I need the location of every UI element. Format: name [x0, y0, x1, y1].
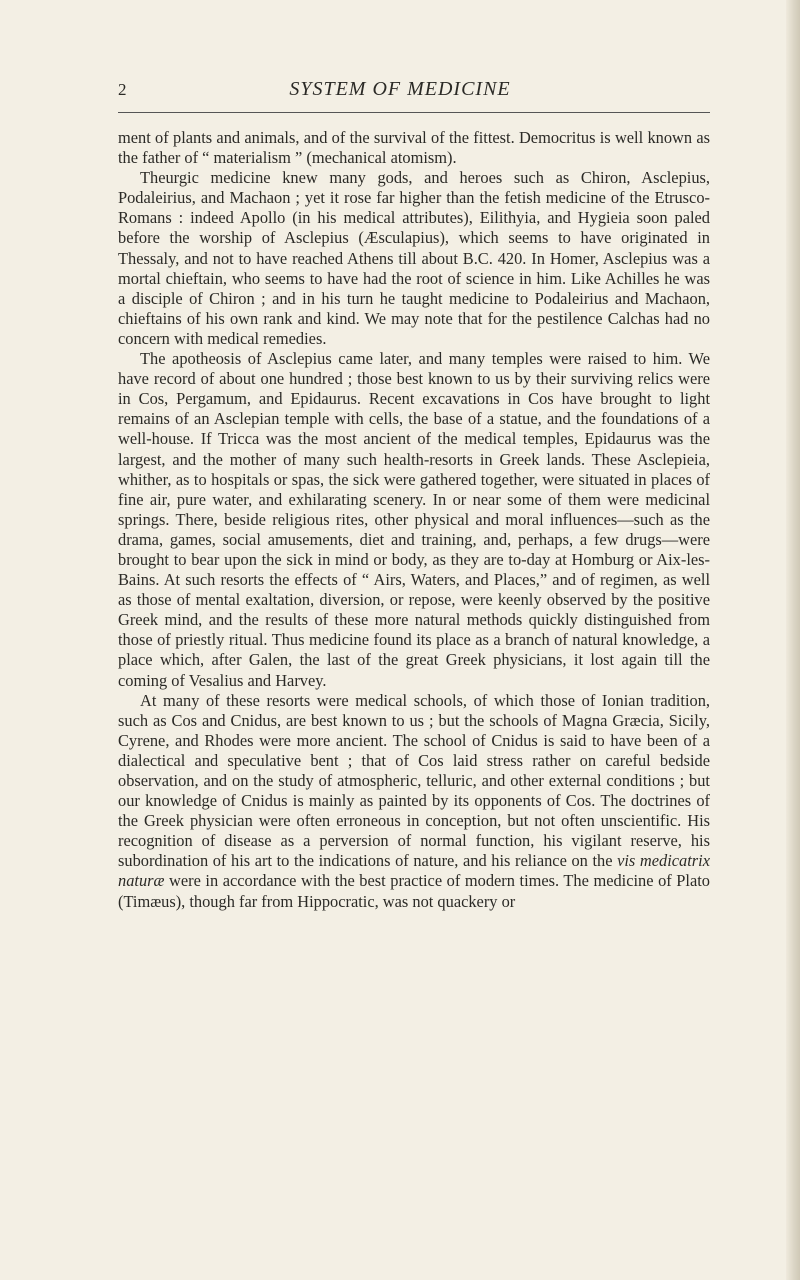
paragraph: Theurgic medicine knew many gods, and heroes such as Chiron, Asclepius, Podaleirius, and Machaon ; yet it rose far higher than the fetish medicine of the Etrusco-Romans : indeed Apollo (in his medical attributes), Eilithyia, and Hygieia soon paled before the worship of Asclepius (Æsculapius), which seems to have originated in Thessaly, and not to have reached Athens till about B.C. 420. In Homer, Asclepius was a mortal chieftain, who seems to have had the root of science in him. Like Achilles he was a disciple of Chiron ; and in his turn he taught medicine to Podaleirius and Machaon, chieftains of his own rank and kind. We may note that for the pestilence Calchas had no concern with medical remedies. — [118, 168, 710, 348]
page-edge-shadow — [786, 0, 800, 1280]
latin-phrase: vis medicatrix naturæ — [118, 851, 710, 891]
running-title: SYSTEM OF MEDICINE — [289, 78, 511, 100]
page-number: 2 — [118, 80, 127, 99]
paragraph: The apotheosis of Asclepius came later, and many temples were raised to him. We have record of about one hundred ; those best known to us by their surviving relics were in Cos, Pergamum, and Epidaurus. Recent excavations in Cos have brought to light remains of an Asclepian temple with cells, the base of a statue, and the foundations of a well-house. If Tricca was the most ancient of the medical temples, Epidaurus was the largest, and the mother of many such health-resorts in Greek lands. These Asclepieia, whither, as to hospitals or spas, the sick were gathered together, were situated in places of fine air, pure water, and exhilarating scenery. In or near some of them were medicinal springs. There, beside religious rites, other physical and moral influences—such as the drama, games, social amusements, diet and training, and, perhaps, a few drugs—were brought to bear upon the sick in mind or body, as they are to-day at Homburg or Aix-les-Bains. At such resorts the effects of “ Airs, Waters, and Places,” and of regimen, as well as those of mental exaltation, diversion, or repose, were keenly observed by the positive Greek mind, and the results of these more natural methods quickly distinguished from those of priestly ritual. Thus medicine found its place as a branch of natural knowledge, a place which, after Galen, the last of the great Greek physicians, it lost again till the coming of Vesalius and Harvey. — [118, 349, 710, 690]
paragraph: ment of plants and animals, and of the survival of the fittest. Democritus is well known as the father of “ materialism ” (mechanical atomism). — [118, 128, 710, 168]
paragraph: At many of these resorts were medical schools, of which those of Ionian tradition, such as Cos and Cnidus, are best known to us ; but the schools of Magna Græcia, Sicily, Cyrene, and Rhodes were more ancient. The school of Cnidus is said to have been of a dialectical and speculative bent ; that of Cos laid stress rather on careful bedside observation, and on the study of atmospheric, telluric, and other external conditions ; but our knowledge of Cnidus is mainly as painted by its opponents of Cos. The doctrines of the Greek physician were often erroneous in conception, but not often unscientific. His recognition of disease as a perversion of normal function, his vigilant reserve, his subordination of his art to the indications of nature, and his reliance on the vis medicatrix naturæ were in accordance with the best practice of modern times. The medicine of Plato (Timæus), though far from Hippocratic, was not quackery or — [118, 690, 710, 911]
header-rule — [118, 112, 710, 113]
body-text — [118, 128, 710, 912]
